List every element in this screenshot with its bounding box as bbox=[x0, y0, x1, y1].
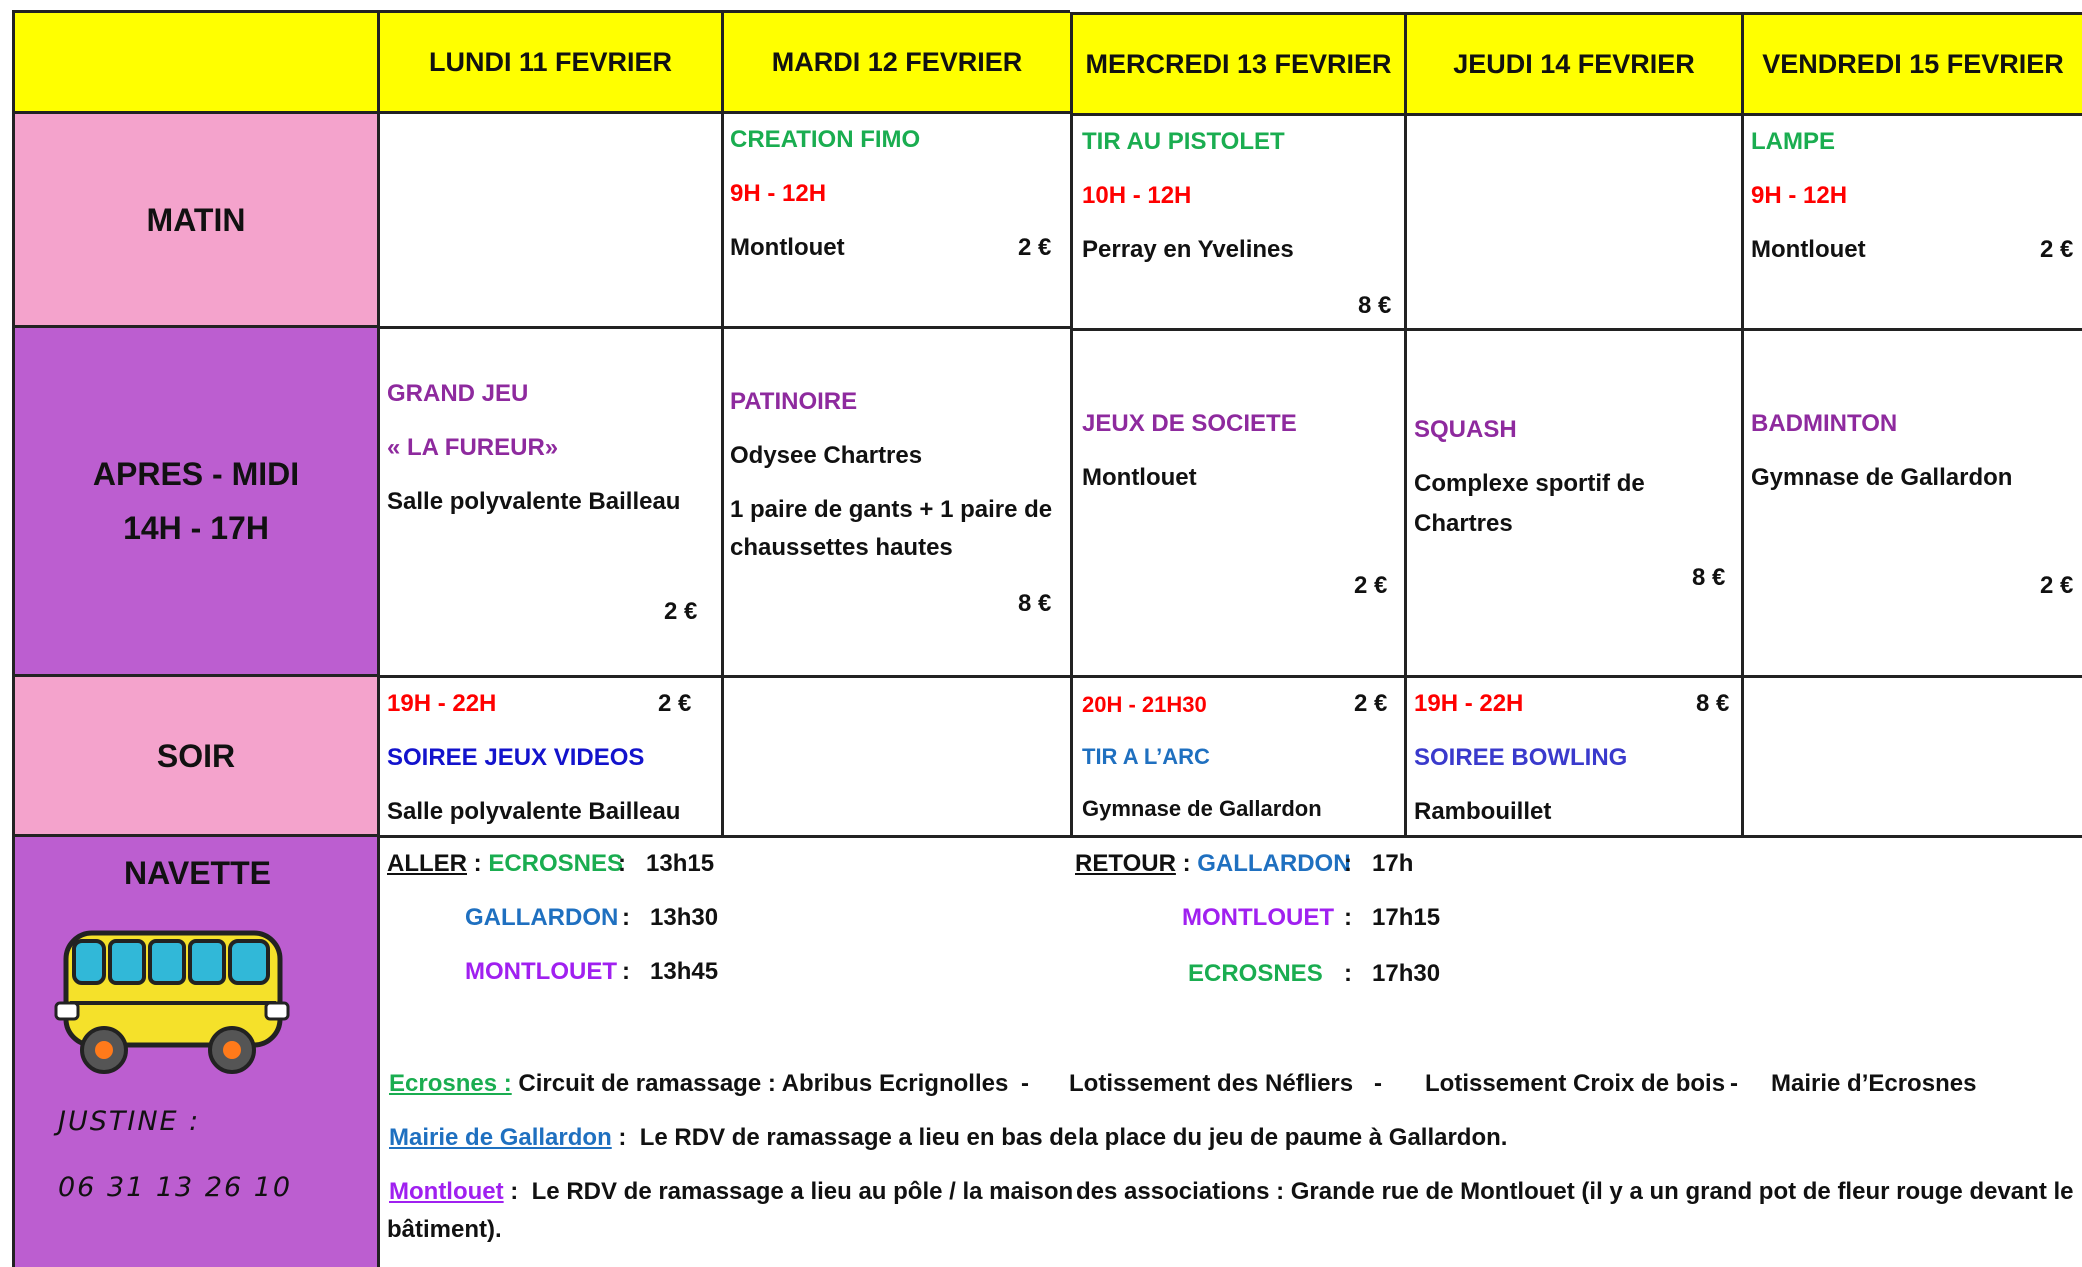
day-label: VENDREDI 15 FEVRIER bbox=[1762, 48, 2064, 79]
stop-time: 17h15 bbox=[1372, 904, 1441, 931]
activity-place: Chartres bbox=[1414, 510, 1513, 537]
row-label-text: APRES - MIDI bbox=[92, 456, 300, 492]
activity-title: LAMPE bbox=[1751, 128, 1835, 155]
activity-title: TIR AU PISTOLET bbox=[1082, 128, 1285, 155]
aller-time-3: : 13h45 bbox=[622, 958, 719, 985]
separator: - bbox=[1374, 1070, 1382, 1097]
activity-title: GRAND JEU bbox=[387, 380, 529, 407]
stop-time: 13h45 bbox=[650, 958, 719, 985]
stop-name: ECROSNES bbox=[1188, 960, 1323, 987]
ecrosnes-info bbox=[389, 1070, 1008, 1098]
grid-line bbox=[721, 114, 724, 837]
aller-time-2: : 13h30 bbox=[622, 904, 719, 931]
activity-price: 2 € bbox=[1354, 690, 1388, 717]
stop-time: 17h bbox=[1372, 850, 1414, 877]
activity-title: SQUASH bbox=[1414, 416, 1517, 443]
stop-name: GALLARDON bbox=[1197, 850, 1351, 877]
grid-line bbox=[377, 675, 2082, 678]
montlouet-text: Le RDV de ramassage a lieu au pôle / la maison bbox=[531, 1178, 1074, 1205]
activity-place: Perray en Yvelines bbox=[1082, 236, 1294, 263]
activity-place: Gymnase de Gallardon bbox=[1751, 464, 2013, 491]
separator: - bbox=[1021, 1070, 1029, 1097]
stop-name: MONTLOUET bbox=[465, 958, 617, 985]
activity-place: Montlouet bbox=[730, 234, 845, 261]
grid-line bbox=[1404, 116, 1407, 837]
activity-note: 1 paire de gants + 1 paire de bbox=[730, 496, 1053, 523]
grid-line bbox=[1741, 116, 1744, 837]
aller-label: ALLER bbox=[387, 850, 467, 877]
stop-time: 13h30 bbox=[650, 904, 719, 931]
retour-line-1: RETOUR : GALLARDON bbox=[1075, 850, 1351, 877]
grid-line bbox=[377, 326, 1071, 329]
activity-place: Montlouet bbox=[1751, 236, 1866, 263]
ecrosnes-text: Mairie d’Ecrosnes bbox=[1771, 1070, 1977, 1097]
activity-price: 2 € bbox=[1018, 234, 1052, 261]
stop-name: GALLARDON bbox=[465, 904, 619, 931]
row-label-apres-midi bbox=[12, 328, 377, 677]
activity-price: 8 € bbox=[1018, 590, 1052, 617]
activity-time: 19H - 22H bbox=[387, 690, 497, 717]
stop-name: MONTLOUET bbox=[1182, 904, 1334, 931]
aller-time-1: : 13h15 bbox=[618, 850, 715, 877]
activity-price: 2 € bbox=[1354, 572, 1388, 599]
stop-time: 17h30 bbox=[1372, 960, 1441, 987]
stop-time: 13h15 bbox=[646, 850, 715, 877]
activity-price: 2 € bbox=[664, 598, 698, 625]
activity-title: TIR A L’ARC bbox=[1082, 744, 1210, 769]
montlouet-text: des associations : Grande rue de Montlouet (il y a un grand pot de fleur rouge devant le bbox=[1076, 1178, 2074, 1205]
activity-place: Rambouillet bbox=[1414, 798, 1552, 825]
activity-title: JEUX DE SOCIETE bbox=[1082, 410, 1297, 437]
activity-note: chaussettes hautes bbox=[730, 534, 953, 561]
activity-place: Salle polyvalente Bailleau bbox=[387, 488, 681, 515]
header-mercredi bbox=[1070, 12, 1404, 116]
activity-price: 2 € bbox=[658, 690, 692, 717]
retour-label: RETOUR bbox=[1075, 850, 1176, 877]
activity-title: SOIREE JEUX VIDEOS bbox=[387, 744, 645, 771]
ecrosnes-text: Lotissement des Néfliers bbox=[1069, 1070, 1354, 1097]
retour-time-3: : 17h30 bbox=[1344, 960, 1441, 987]
montlouet-text: bâtiment). bbox=[387, 1216, 502, 1243]
montlouet-info: Montlouet : Le RDV de ramassage a lieu au pôle / la maison bbox=[389, 1178, 1074, 1205]
header-jeudi bbox=[1404, 12, 1741, 116]
ecrosnes-label: Ecrosnes : bbox=[389, 1070, 512, 1097]
row-label-text: MATIN bbox=[146, 201, 246, 238]
grid-line bbox=[377, 114, 380, 1267]
row-label-soir bbox=[12, 677, 377, 837]
activity-place: Odysee Chartres bbox=[730, 442, 923, 469]
activity-subtitle: « LA FUREUR» bbox=[387, 434, 559, 461]
activity-title: BADMINTON bbox=[1751, 410, 1898, 437]
activity-price: 2 € bbox=[2040, 236, 2074, 263]
activity-price: 8 € bbox=[1696, 690, 1730, 717]
day-label: MARDI 12 FEVRIER bbox=[771, 46, 1023, 77]
separator: - bbox=[1730, 1070, 1738, 1097]
day-label: LUNDI 11 FEVRIER bbox=[428, 46, 673, 77]
grid-line bbox=[377, 835, 2082, 838]
header-corner bbox=[12, 10, 377, 114]
stop-name: ECROSNES bbox=[488, 850, 624, 877]
row-label-text: SOIR bbox=[156, 737, 236, 774]
montlouet-label: Montlouet bbox=[389, 1178, 504, 1205]
navette-title: NAVETTE bbox=[124, 855, 271, 891]
activity-time: 20H - 21H30 bbox=[1082, 692, 1207, 717]
contact-name: JUSTINE : bbox=[58, 1106, 201, 1137]
activity-time: 9H - 12H bbox=[1751, 182, 1848, 209]
activity-title: CREATION FIMO bbox=[730, 126, 921, 153]
gallardon-label: Mairie de Gallardon bbox=[389, 1124, 612, 1151]
row-label-matin bbox=[12, 114, 377, 328]
row-label-hours: 14H - 17H bbox=[123, 510, 269, 546]
retour-time-1: : 17h bbox=[1344, 850, 1414, 877]
retour-time-2: : 17h15 bbox=[1344, 904, 1441, 931]
ecrosnes-text: Circuit de ramassage : Abribus Ecrignolles bbox=[518, 1070, 1009, 1097]
activity-title: PATINOIRE bbox=[730, 388, 858, 415]
bus-icon bbox=[52, 925, 292, 1075]
grid-line bbox=[1070, 328, 2082, 331]
activity-title: SOIREE BOWLING bbox=[1414, 744, 1628, 771]
aller-line-1: ALLER : ECROSNES bbox=[387, 850, 624, 877]
day-label: JEUDI 14 FEVRIER bbox=[1453, 48, 1695, 79]
activity-price: 2 € bbox=[2040, 572, 2074, 599]
contact-phone: 06 31 13 26 10 bbox=[58, 1172, 293, 1203]
ecrosnes-text: Lotissement Croix de bois bbox=[1425, 1070, 1726, 1097]
gallardon-text: la place du jeu de paume à Gallardon. bbox=[1078, 1124, 1508, 1151]
header-vendredi bbox=[1741, 12, 2082, 116]
gallardon-info: Mairie de Gallardon : Le RDV de ramassage a lieu en bas de bbox=[389, 1124, 1078, 1151]
day-label: MERCREDI 13 FEVRIER bbox=[1085, 48, 1392, 79]
header-mardi bbox=[721, 10, 1070, 114]
activity-price: 8 € bbox=[1358, 292, 1392, 319]
grid-line bbox=[1070, 116, 1073, 837]
activity-place: Salle polyvalente Bailleau bbox=[387, 798, 681, 825]
activity-place: Montlouet bbox=[1082, 464, 1197, 491]
activity-place: Gymnase de Gallardon bbox=[1082, 796, 1322, 821]
activity-time: 9H - 12H bbox=[730, 180, 827, 207]
activity-price: 8 € bbox=[1692, 564, 1726, 591]
header-lundi bbox=[377, 10, 721, 114]
activity-place: Complexe sportif de bbox=[1414, 470, 1645, 497]
activity-time: 10H - 12H bbox=[1082, 182, 1192, 209]
activity-time: 19H - 22H bbox=[1414, 690, 1524, 717]
gallardon-text: Le RDV de ramassage a lieu en bas de bbox=[639, 1124, 1078, 1151]
